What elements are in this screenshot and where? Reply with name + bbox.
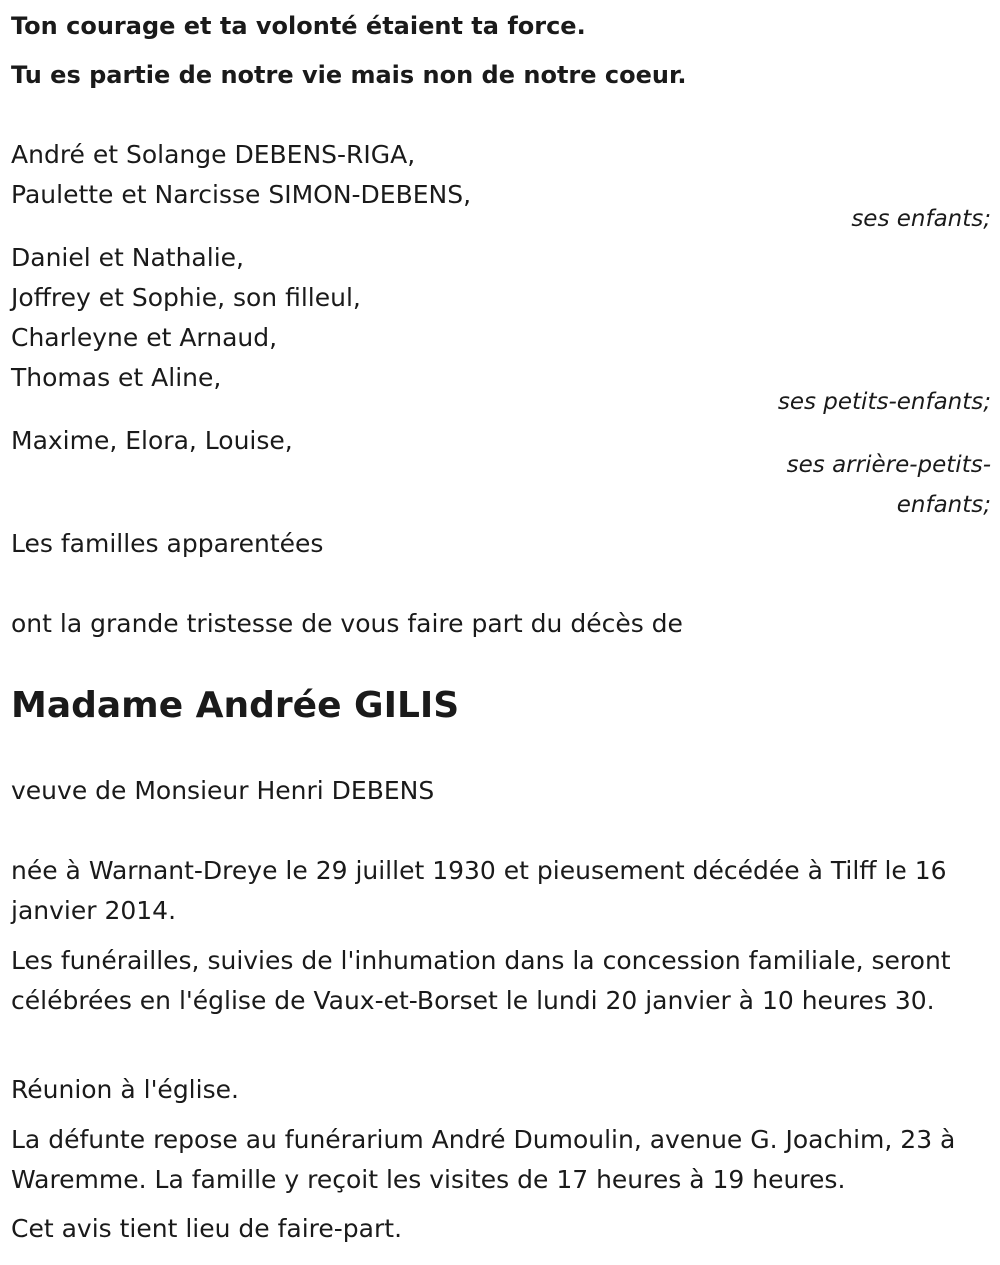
grandchild-line: Charleyne et Arnaud, [11, 323, 278, 352]
great-grandchildren-role-1: ses arrière-petits- [786, 452, 991, 478]
child-line: Paulette et Narcisse SIMON-DEBENS, [11, 180, 472, 209]
epitaph-line-1: Ton courage et ta volonté étaient ta force. [11, 12, 586, 40]
great-grandchildren-line: Maxime, Elora, Louise, [11, 426, 293, 455]
announcement-line: ont la grande tristesse de vous faire part du décès de [11, 609, 683, 638]
spouse-line: veuve de Monsieur Henri DEBENS [11, 776, 435, 805]
birth-death-paragraph: née à Warnant-Dreye le 29 juillet 1930 et pieusement décédée à Tilff le 16 janvier 2014. [11, 856, 947, 925]
children-role: ses enfants; [851, 206, 991, 232]
grandchild-line: Daniel et Nathalie, [11, 243, 244, 272]
child-line: André et Solange DEBENS-RIGA, [11, 140, 416, 169]
epitaph-line-2: Tu es partie de notre vie mais non de notre coeur. [11, 61, 687, 89]
deceased-name: Madame Andrée GILIS [11, 685, 460, 726]
great-grandchildren-role-2: enfants; [896, 492, 991, 518]
meeting-paragraph: Réunion à l'église. [11, 1075, 239, 1104]
funeral-paragraph: Les funérailles, suivies de l'inhumation dans la concession familiale, seront célébrées en l'église de Vaux-et-Borset le lundi 20 janvier à 10 heures 30. [11, 946, 951, 1015]
notice-paragraph: Cet avis tient lieu de faire-part. [11, 1214, 403, 1243]
grandchild-line: Joffrey et Sophie, son filleul, [11, 283, 361, 312]
families-line: Les familles apparentées [11, 529, 324, 558]
rest-paragraph: La défunte repose au funérarium André Dumoulin, avenue G. Joachim, 23 à Waremme. La famille y reçoit les visites de 17 heures à 19 heures. [11, 1125, 956, 1194]
grandchild-line: Thomas et Aline, [11, 363, 222, 392]
grandchildren-role: ses petits-enfants; [777, 389, 991, 415]
